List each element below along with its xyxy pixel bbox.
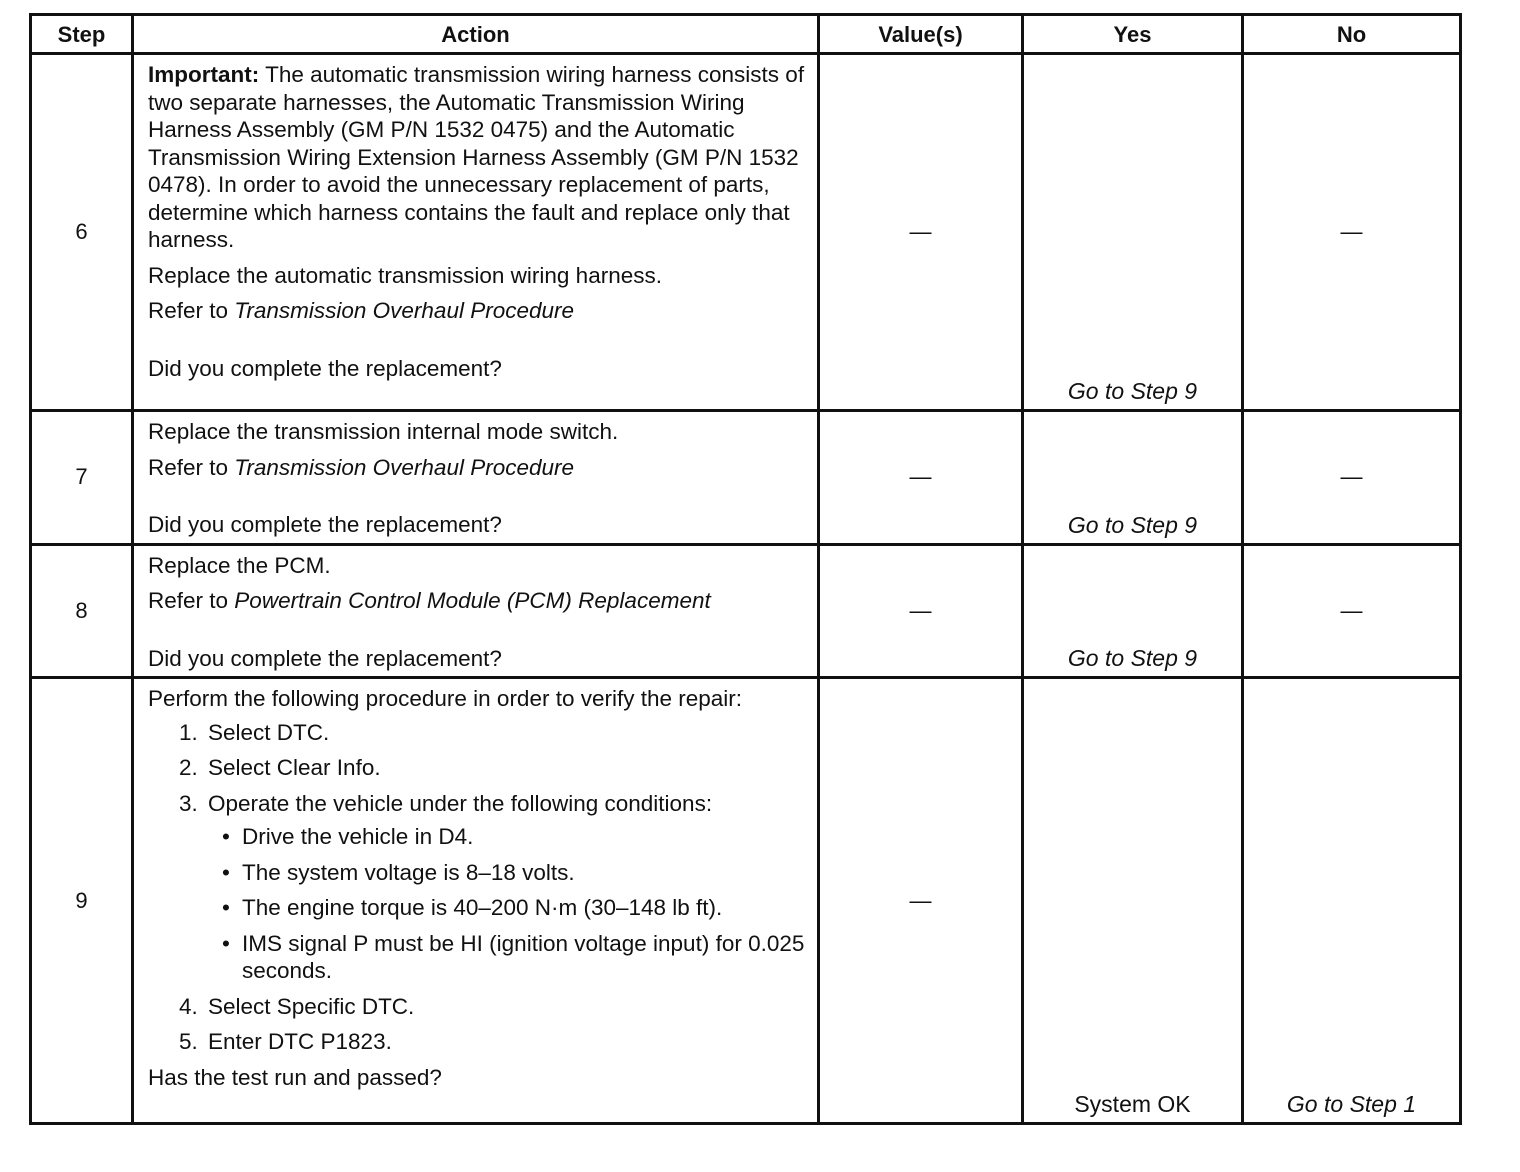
values-cell: — bbox=[819, 411, 1023, 545]
yes-cell: System OK bbox=[1023, 678, 1243, 1124]
important-text: The automatic transmission wiring harness consists of two separate harnesses, the Automatic Transmission Wiring Harness Assembly (GM P/N 1532 0475) and the Automatic Transmission Wiring Extension Harness Assembly (GM P/N 1532 0478). In order to avoid the unnecessary replacement of parts, determine which harness contains the fault and replace only that harness. bbox=[148, 62, 805, 252]
table-row-step-9 bbox=[31, 678, 1461, 1124]
values-cell: — bbox=[819, 678, 1023, 1124]
procedure-list bbox=[148, 719, 805, 1056]
table-row-step-6 bbox=[31, 54, 1461, 411]
table-row-step-7 bbox=[31, 411, 1461, 545]
no-cell: — bbox=[1243, 54, 1461, 411]
condition-item: • The engine torque is 40–200 N·m (30–148 lb ft). bbox=[242, 894, 805, 922]
refer-link: Powertrain Control Module (PCM) Replacement bbox=[234, 588, 711, 613]
header-values: Value(s) bbox=[819, 15, 1023, 54]
list-item: 1. Select DTC. bbox=[204, 719, 805, 747]
instruction: Replace the PCM. bbox=[148, 552, 331, 578]
yes-cell: Go to Step 9 bbox=[1023, 54, 1243, 411]
action-cell bbox=[133, 411, 819, 545]
diagnostic-table bbox=[29, 13, 1462, 1125]
values-cell: — bbox=[819, 54, 1023, 411]
question: Did you complete the replacement? bbox=[148, 355, 502, 381]
refer-link: Transmission Overhaul Procedure bbox=[234, 298, 575, 323]
question: Did you complete the replacement? bbox=[148, 512, 502, 537]
list-item bbox=[204, 790, 805, 985]
step-number: 8 bbox=[31, 544, 133, 678]
question: Did you complete the replacement? bbox=[148, 645, 502, 671]
important-label: Important: bbox=[148, 62, 260, 87]
refer-line bbox=[148, 297, 805, 325]
yes-cell: Go to Step 9 bbox=[1023, 411, 1243, 545]
header-step: Step bbox=[31, 15, 133, 54]
list-item: 4. Select Specific DTC. bbox=[204, 993, 805, 1021]
list-item-text: Operate the vehicle under the following conditions: bbox=[208, 790, 713, 816]
values-cell: — bbox=[819, 544, 1023, 678]
condition-item: • Drive the vehicle in D4. bbox=[242, 823, 805, 851]
step-number: 7 bbox=[31, 411, 133, 545]
instruction: Replace the automatic transmission wiring harness. bbox=[148, 262, 662, 288]
no-cell: — bbox=[1243, 411, 1461, 545]
refer-prefix: Refer to bbox=[148, 454, 235, 480]
header-row bbox=[31, 15, 1461, 54]
procedure-intro: Perform the following procedure in order to verify the repair: bbox=[148, 686, 743, 711]
important-note bbox=[148, 61, 805, 254]
step-number: 6 bbox=[31, 54, 133, 411]
action-cell bbox=[133, 544, 819, 678]
header-yes: Yes bbox=[1023, 15, 1243, 54]
header-no: No bbox=[1243, 15, 1461, 54]
no-cell: Go to Step 1 bbox=[1243, 678, 1461, 1124]
question: Has the test run and passed? bbox=[148, 1064, 442, 1090]
header-action: Action bbox=[133, 15, 819, 54]
step-number: 9 bbox=[31, 678, 133, 1124]
refer-line bbox=[148, 454, 805, 482]
condition-item: • IMS signal P must be HI (ignition voltage input) for 0.025 seconds. bbox=[242, 930, 805, 985]
list-item: 5. Enter DTC P1823. bbox=[204, 1028, 805, 1056]
action-cell bbox=[133, 54, 819, 411]
yes-cell: Go to Step 9 bbox=[1023, 544, 1243, 678]
no-cell: — bbox=[1243, 544, 1461, 678]
table-row-step-8 bbox=[31, 544, 1461, 678]
instruction: Replace the transmission internal mode switch. bbox=[148, 419, 619, 444]
refer-link: Transmission Overhaul Procedure bbox=[234, 454, 575, 480]
list-item: 2. Select Clear Info. bbox=[204, 754, 805, 782]
condition-item: • The system voltage is 8–18 volts. bbox=[242, 859, 805, 887]
refer-prefix: Refer to bbox=[148, 298, 235, 323]
refer-line bbox=[148, 587, 805, 615]
conditions-list bbox=[208, 823, 805, 985]
action-cell bbox=[133, 678, 819, 1124]
refer-prefix: Refer to bbox=[148, 588, 235, 613]
